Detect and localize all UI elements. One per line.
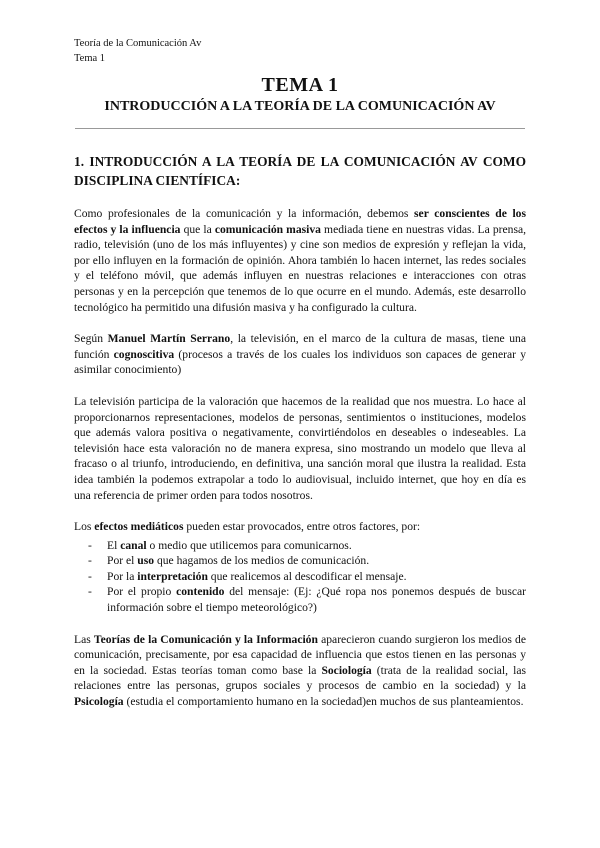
text-run: mediada tiene en nuestras vidas. La prensa, radio, televisión (uno de los más influyentes) y cine son medios de expresión y reflejan la vida, por ello influyen en la formación de opinión. Ahora también lo hacen internet, las redes sociales y el teléfono móvil, que además influyen en nuestras relaciones e interacciones con otras personas y en la percepción que tenemos de lo que ocurre en el mundo. Además, este desarrollo tecnológico ha permitido una difusión masiva y ha configurado la cultura.	[74, 222, 527, 314]
title-divider	[75, 128, 525, 129]
section-heading: 1. INTRODUCCIÓN A LA TEORÍA DE LA COMUNICACIÓN AV COMO DISCIPLINA CIENTÍFICA:	[74, 154, 526, 188]
text-run: o medio que utilicemos para comunicarnos.	[146, 538, 352, 552]
paragraph-martin-serrano	[74, 331, 526, 378]
text-run: Por el	[107, 554, 138, 568]
bold-text: interpretación	[137, 569, 208, 583]
list-item	[74, 538, 526, 554]
bold-text: Psicología	[74, 695, 124, 709]
paragraph-effects	[74, 519, 526, 535]
bold-text: canal	[120, 538, 147, 552]
effects-list	[74, 538, 526, 616]
bold-text: Teorías de la Comunicación y la Información	[93, 632, 318, 646]
text-run: Por el propio	[107, 585, 177, 599]
text-run: que realicemos al descodificar el mensaje.	[207, 569, 407, 583]
list-item	[74, 553, 526, 569]
list-item	[74, 584, 526, 615]
paragraph-theories	[74, 632, 526, 710]
text-run: del mensaje: (Ej: ¿Qué ropa nos ponemos después de buscar información sobre el tiempo meteorológico?)	[107, 585, 526, 615]
bold-text: Sociología	[321, 663, 372, 677]
bold-text: ser conscientes de los efectos y la influencia	[74, 207, 526, 236]
bold-text: comunicación masiva	[214, 222, 321, 236]
text-run: , la televisión, en el marco de la cultura de masas, tiene una función	[74, 332, 526, 361]
paragraph-intro	[74, 206, 526, 315]
text-run: (estudia el comportamiento humano en la sociedad)en muchos de sus planteamientos.	[123, 695, 524, 709]
text-run: (trata de la realidad social, las relaciones entre las personas, grupos sociales y procesos de cambio en la sociedad) y la	[74, 663, 526, 693]
text-run: Por la	[107, 569, 138, 583]
text-run: El	[107, 538, 121, 552]
text-run: Según	[74, 332, 108, 346]
text-run: que la	[180, 222, 215, 236]
bold-text: contenido	[176, 585, 225, 599]
bold-text: efectos mediáticos	[94, 520, 184, 534]
bold-text: uso	[137, 554, 155, 568]
text-run: (procesos a través de los cuales los individuos son capaces de generar y asimilar conocimiento)	[74, 347, 526, 377]
document-subtitle: INTRODUCCIÓN A LA TEORÍA DE LA COMUNICACIÓN AV	[104, 99, 496, 114]
text-run: Los	[74, 520, 95, 534]
course-name: Teoría de la Comunicación Av	[74, 38, 202, 49]
list-item	[74, 569, 526, 585]
text-run: pueden estar provocados, entre otros factores, por:	[183, 520, 421, 534]
text-run: aparecieron cuando surgieron los medios de comunicación, precisamente, por esa capacidad de influencia que estos tienen en las personas y en la sociedad. Estas teorías toman como base la	[74, 632, 526, 677]
paragraph-television: La televisión participa de la valoración que hacemos de la realidad que nos muestra. Lo hace al proporcionarnos representaciones, modelos de personas, sentimientos o instituciones, modelos que además valora positiva o negativamente, convirtiéndolos en deseables o indeseables. La televisión hace esta valoración no de manera expresa, sino mostrando un modelo que lleva al fracaso o al triunfo, introduciendo, en definitiva, una sanción moral que ilustra la realidad. Esta idea también la podemos extrapolar a todo lo audiovisual, incluido internet, que hoy en día es una referencia de primer orden para todos nosotros.	[74, 394, 526, 502]
running-header	[74, 36, 201, 66]
text-run: que hagamos de los medios de comunicación.	[154, 554, 370, 568]
unit-name: Tema 1	[74, 53, 106, 64]
text-run: Las	[74, 632, 94, 646]
body-content	[74, 206, 526, 726]
text-run: Como profesionales de la comunicación y la información, debemos	[74, 207, 415, 220]
bold-text: Manuel Martín Serrano	[107, 332, 231, 346]
bold-text: cognoscitiva	[113, 347, 175, 361]
document-title: TEMA 1	[261, 74, 339, 96]
